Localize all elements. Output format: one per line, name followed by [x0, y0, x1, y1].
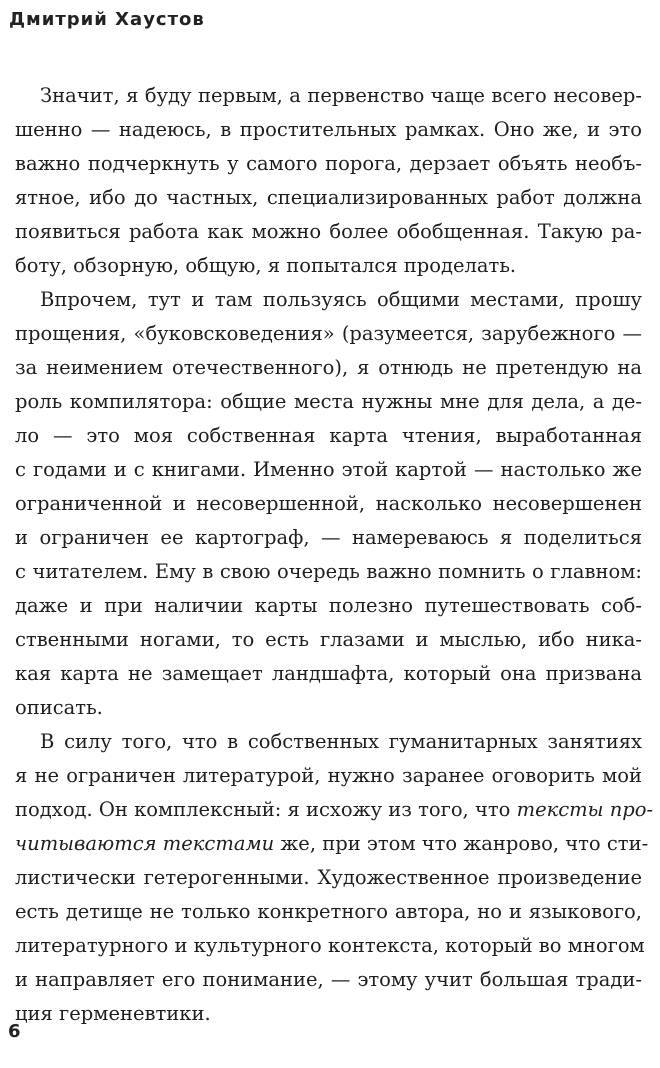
text-line: даже и при наличии карты полезно путешествовать соб- — [15, 594, 642, 617]
text-line — [15, 827, 649, 861]
page-number: 6 — [8, 1021, 21, 1042]
text-line: боту, обзорную, общую, я попытался проделать. — [15, 254, 517, 277]
text-line: листически гетерогенными. Художественное произведение — [15, 866, 642, 889]
italic-span: читываются текстами — [15, 832, 275, 855]
text-line: ственными ногами, то есть глазами и мыслью, ибо ника- — [15, 628, 642, 651]
text-line: и ограничен ее картограф, — намереваюсь я поделиться — [15, 526, 642, 549]
text-line — [15, 793, 654, 827]
text-line: литературного и культурного контекста, который во многом — [15, 934, 645, 957]
text-line: Значит, я буду первым, а первенство чаще всего несовер- — [40, 84, 642, 107]
text-line: важно подчеркнуть у самого порога, дерзает объять необъ- — [15, 152, 642, 175]
text-span: же, при этом что жанрово, что сти- — [274, 832, 649, 855]
text-line: описать. — [15, 696, 103, 719]
text-line: с годами и с книгами. Именно этой картой — настолько же — [15, 458, 642, 481]
text-line: за неимением отечественного), я отнюдь не претендую на — [15, 356, 642, 379]
body-text — [15, 79, 654, 1031]
text-line: ограниченной и несовершенной, насколько несовершенен — [15, 492, 642, 515]
text-line: с читателем. Ему в свою очередь важно помнить о главном: — [15, 560, 642, 583]
text-line: Впрочем, тут и там пользуясь общими местами, прошу — [40, 288, 642, 311]
text-line: кая карта не замещает ландшафта, который она призвана — [15, 662, 642, 685]
italic-span: тексты про- — [516, 798, 654, 821]
text-line: и направляет его понимание, — этому учит большая тради- — [15, 968, 642, 991]
text-line: ция герменевтики. — [15, 1002, 211, 1025]
text-line: ятное, ибо до частных, специализированных работ должна — [15, 186, 642, 209]
text-line: В силу того, что в собственных гуманитарных занятиях — [40, 730, 642, 753]
text-line: появиться работа как можно более обобщенная. Такую ра- — [15, 220, 642, 243]
text-line: я не ограничен литературой, нужно заранее оговорить мой — [15, 764, 642, 787]
text-line: шенно — надеюсь, в простительных рамках. Оно же, и это — [15, 118, 642, 141]
text-line: прощения, «буковсковедения» (разумеется, зарубежного — — [15, 322, 642, 345]
text-span: подход. Он комплексный: я исхожу из того, что — [15, 798, 511, 821]
running-head: Дмитрий Хаустов — [9, 9, 205, 30]
text-line: есть детище не только конкретного автора, но и языкового, — [15, 900, 642, 923]
text-line: ло — это моя собственная карта чтения, выработанная — [15, 424, 642, 447]
text-line: роль компилятора: общие места нужны мне для дела, а де- — [15, 390, 642, 413]
